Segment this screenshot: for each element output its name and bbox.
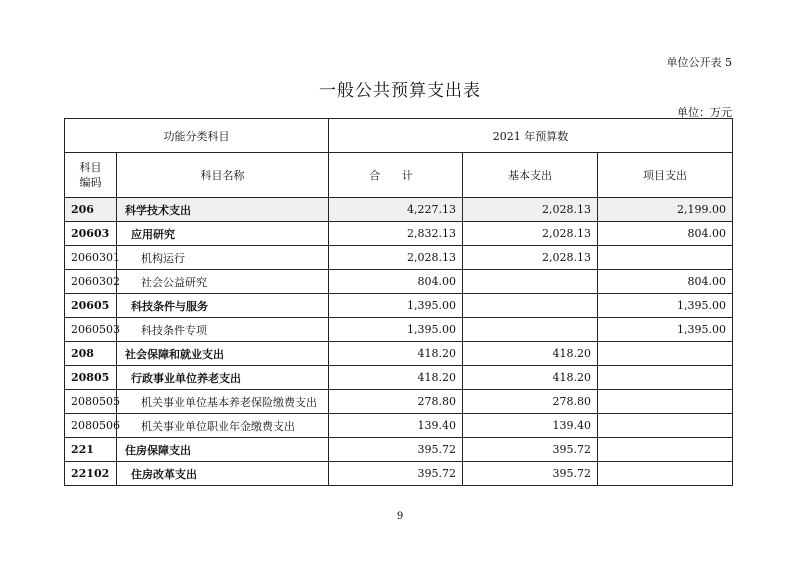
header-row-columns	[65, 153, 733, 198]
row-total: 139.40	[329, 414, 463, 438]
row-name: 机关事业单位职业年金缴费支出	[117, 414, 329, 438]
header-total: 合 计	[329, 153, 463, 198]
table-row	[65, 294, 733, 318]
row-code: 20805	[65, 366, 117, 390]
row-code: 2060503	[65, 318, 117, 342]
row-basic	[463, 294, 598, 318]
row-basic	[463, 318, 598, 342]
row-name: 机构运行	[117, 246, 329, 270]
row-basic: 2,028.13	[463, 222, 598, 246]
row-total: 4,227.13	[329, 198, 463, 222]
row-total: 418.20	[329, 342, 463, 366]
table-row	[65, 198, 733, 222]
header-code-line1: 科目	[79, 161, 102, 174]
unit-label: 单位：万元	[677, 106, 732, 119]
row-total: 2,028.13	[329, 246, 463, 270]
page-number: 9	[396, 511, 404, 522]
row-project	[598, 414, 733, 438]
row-project	[598, 246, 733, 270]
table-row	[65, 342, 733, 366]
row-name: 应用研究	[117, 222, 329, 246]
row-total: 395.72	[329, 462, 463, 486]
row-code: 206	[65, 198, 117, 222]
page-title: 一般公共预算支出表	[319, 81, 481, 101]
row-project	[598, 438, 733, 462]
row-name: 科学技术支出	[117, 198, 329, 222]
row-code: 20605	[65, 294, 117, 318]
row-code: 20603	[65, 222, 117, 246]
row-basic	[463, 270, 598, 294]
row-basic: 395.72	[463, 462, 598, 486]
table-row	[65, 246, 733, 270]
row-code: 2080505	[65, 390, 117, 414]
row-total: 278.80	[329, 390, 463, 414]
row-project: 804.00	[598, 270, 733, 294]
header-basic: 基本支出	[463, 153, 598, 198]
row-name: 住房保障支出	[117, 438, 329, 462]
row-project: 1,395.00	[598, 318, 733, 342]
row-basic: 139.40	[463, 414, 598, 438]
row-project	[598, 366, 733, 390]
row-name: 住房改革支出	[117, 462, 329, 486]
row-name: 科技条件与服务	[117, 294, 329, 318]
row-project: 2,199.00	[598, 198, 733, 222]
row-total: 1,395.00	[329, 294, 463, 318]
row-name: 社会保障和就业支出	[117, 342, 329, 366]
row-basic: 2,028.13	[463, 246, 598, 270]
table-row	[65, 462, 733, 486]
row-project	[598, 342, 733, 366]
table-row	[65, 390, 733, 414]
table-row	[65, 414, 733, 438]
row-name: 行政事业单位养老支出	[117, 366, 329, 390]
header-project: 项目支出	[598, 153, 733, 198]
row-code: 208	[65, 342, 117, 366]
row-basic: 395.72	[463, 438, 598, 462]
table-row	[65, 366, 733, 390]
row-basic: 2,028.13	[463, 198, 598, 222]
row-name: 机关事业单位基本养老保险缴费支出	[117, 390, 329, 414]
table-row	[65, 318, 733, 342]
table-row	[65, 222, 733, 246]
header-code-line2: 编码	[79, 176, 102, 189]
row-total: 418.20	[329, 366, 463, 390]
row-basic: 278.80	[463, 390, 598, 414]
row-basic: 418.20	[463, 342, 598, 366]
row-code: 2060302	[65, 270, 117, 294]
row-total: 2,832.13	[329, 222, 463, 246]
header-row-group	[65, 119, 733, 153]
budget-table	[64, 118, 733, 486]
row-total: 804.00	[329, 270, 463, 294]
row-total: 1,395.00	[329, 318, 463, 342]
row-code: 2080506	[65, 414, 117, 438]
header-budget-year: 2021 年预算数	[329, 119, 733, 153]
header-functional-category: 功能分类科目	[65, 119, 329, 153]
row-project: 804.00	[598, 222, 733, 246]
table-row	[65, 438, 733, 462]
table-row	[65, 270, 733, 294]
row-name: 社会公益研究	[117, 270, 329, 294]
row-total: 395.72	[329, 438, 463, 462]
row-code: 2060301	[65, 246, 117, 270]
row-name: 科技条件专项	[117, 318, 329, 342]
row-code: 221	[65, 438, 117, 462]
header-name: 科目名称	[117, 153, 329, 198]
row-project: 1,395.00	[598, 294, 733, 318]
table-number-label: 单位公开表 5	[666, 56, 732, 69]
row-basic: 418.20	[463, 366, 598, 390]
row-code: 22102	[65, 462, 117, 486]
row-project	[598, 390, 733, 414]
header-code	[65, 153, 117, 198]
row-project	[598, 462, 733, 486]
